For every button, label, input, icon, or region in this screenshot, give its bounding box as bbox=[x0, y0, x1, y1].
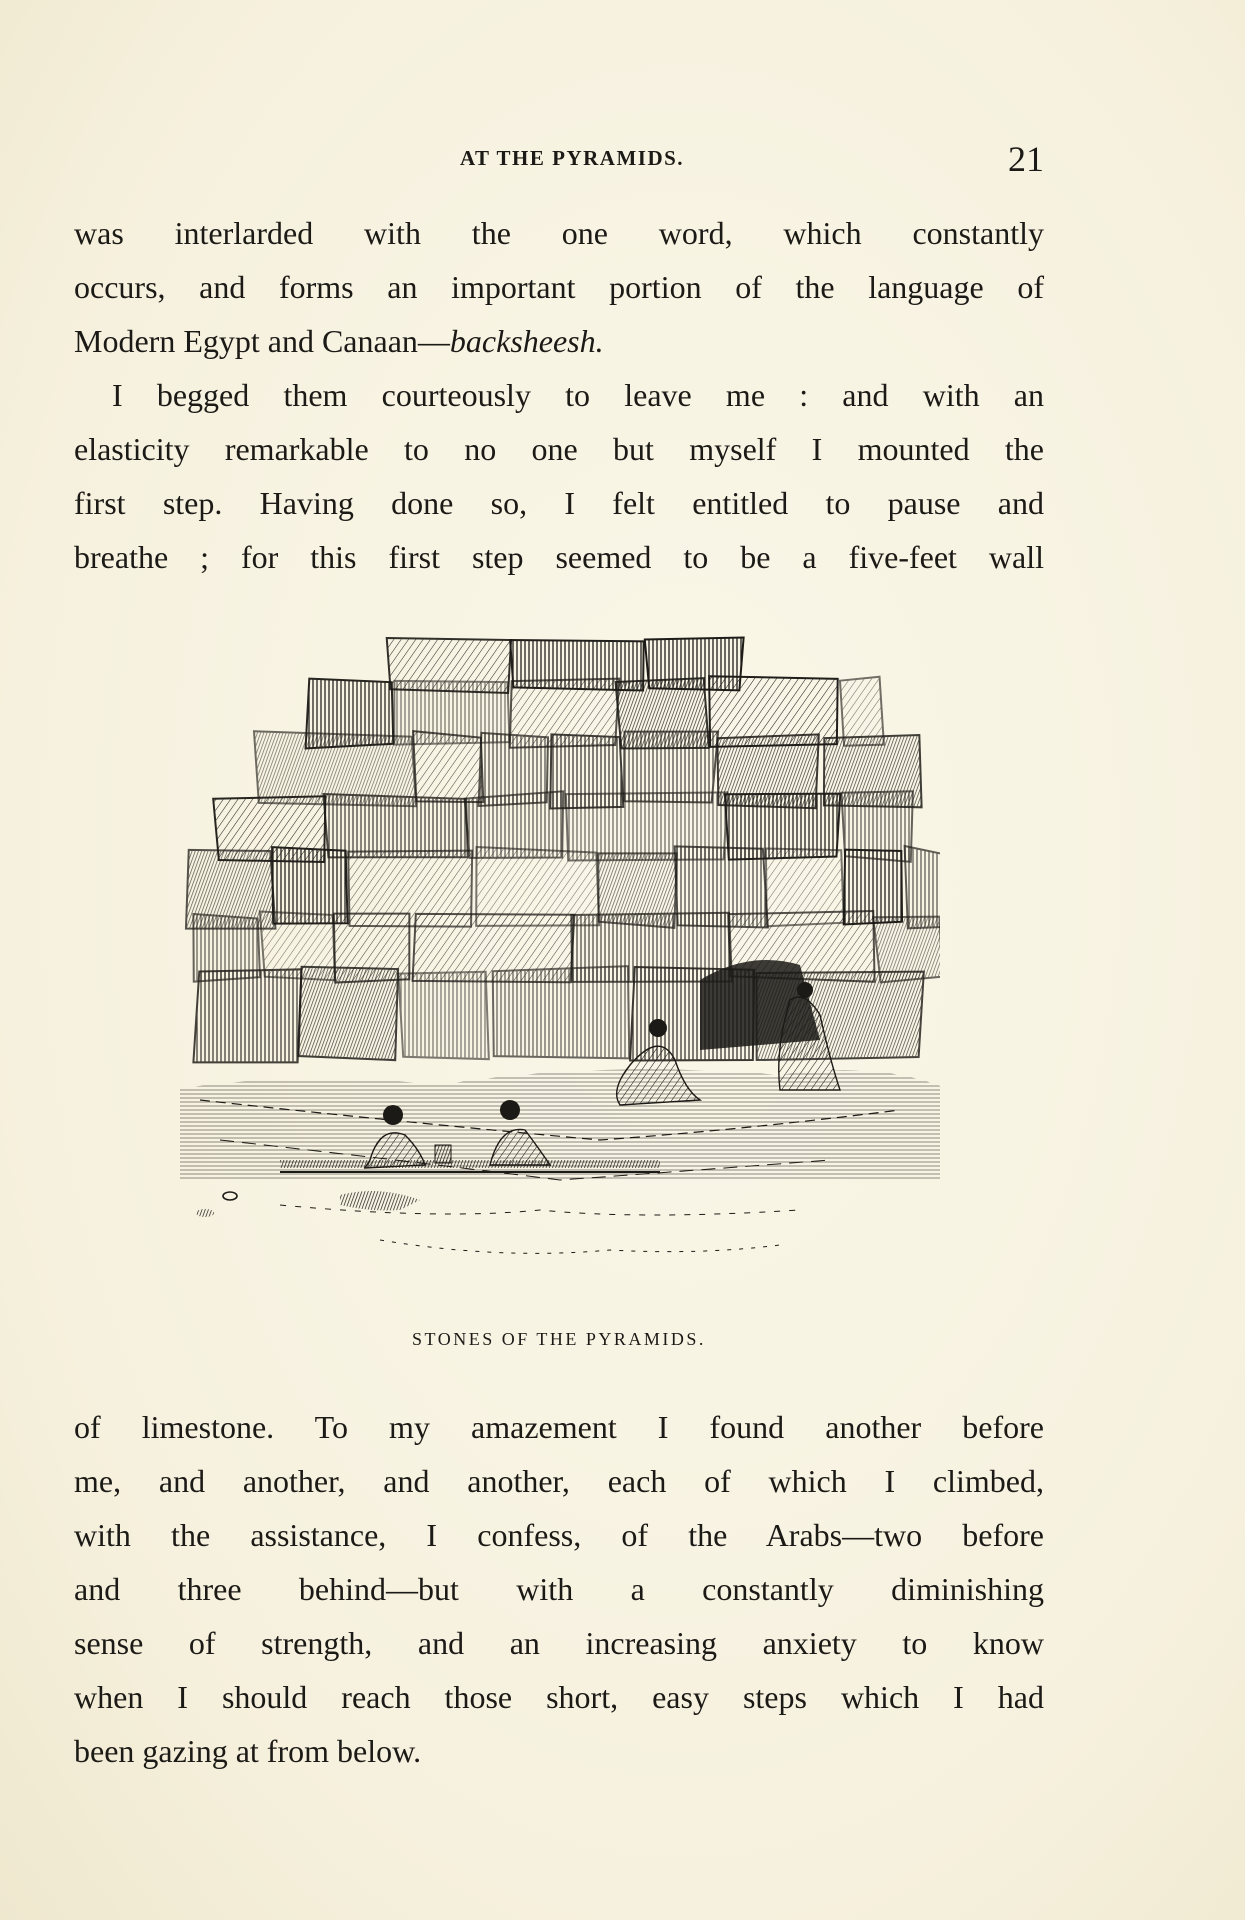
text-line: and three behind—but with a constantly diminishing bbox=[74, 1571, 1044, 1607]
engraving-image bbox=[180, 620, 940, 1290]
stone-block bbox=[840, 677, 884, 746]
body-text-top bbox=[74, 206, 1044, 584]
stone-block bbox=[193, 969, 301, 1062]
page-number: 21 bbox=[1008, 139, 1044, 179]
text-line: elasticity remarkable to no one but myself I mounted the bbox=[74, 431, 1044, 467]
body-text-bottom bbox=[74, 1400, 1044, 1778]
text-line bbox=[74, 314, 1044, 368]
text-run: Modern Egypt and Canaan— bbox=[74, 323, 450, 359]
engraving-stones-of-the-pyramids bbox=[180, 620, 940, 1290]
stone-block bbox=[398, 972, 488, 1059]
paragraph-2 bbox=[74, 368, 1044, 584]
text-line: when I should reach those short, easy steps which I had bbox=[74, 1679, 1044, 1715]
stone-block bbox=[323, 794, 467, 857]
text-line: been gazing at from below. bbox=[74, 1733, 422, 1769]
stone-block bbox=[413, 731, 483, 802]
stone-block bbox=[298, 967, 398, 1060]
figure-caption: STONES OF THE PYRAMIDS. bbox=[412, 1329, 706, 1349]
paragraph-3 bbox=[74, 1400, 1044, 1778]
text-line: I begged them courteously to leave me : and with an bbox=[112, 377, 1044, 413]
stone-block bbox=[493, 966, 630, 1058]
pyramid-stone-blocks bbox=[186, 638, 940, 1063]
running-head: AT THE PYRAMIDS. bbox=[459, 146, 685, 170]
paragraph-1 bbox=[74, 206, 1044, 368]
text-line: first step. Having done so, I felt entitled to pause and bbox=[74, 485, 1044, 521]
text-line: breathe ; for this first step seemed to be a five-feet wall bbox=[74, 539, 1044, 575]
text-line: me, and another, and another, each of which I climbed, bbox=[74, 1463, 1044, 1499]
text-line: with the assistance, I confess, of the Arabs—two before bbox=[74, 1517, 1044, 1553]
text-line: of limestone. To my amazement I found another before bbox=[74, 1409, 1044, 1445]
text-line: sense of strength, and an increasing anxiety to know bbox=[74, 1625, 1044, 1661]
italic-word-backsheesh: backsheesh. bbox=[449, 323, 604, 359]
page-header bbox=[74, 138, 1044, 178]
text-line: was interlarded with the one word, which constantly bbox=[74, 215, 1044, 251]
text-line: occurs, and forms an important portion of the language of bbox=[74, 269, 1044, 305]
sand-foreground bbox=[180, 1069, 940, 1253]
